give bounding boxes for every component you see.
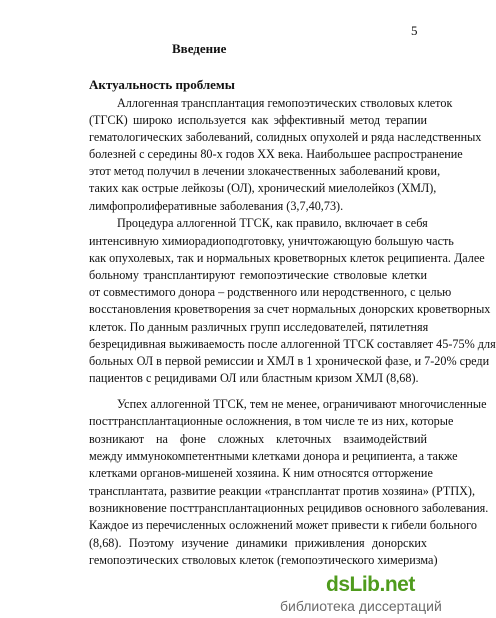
- page-number: 5: [411, 23, 418, 38]
- text-line: клеток. По данным различных групп исследователей, пятилетняя: [89, 320, 429, 334]
- document-title: Введение: [172, 41, 227, 56]
- section-title: Актуальность проблемы: [89, 77, 235, 92]
- text-line: Аллогенная трансплантация гемопоэтических стволовых клеток: [117, 96, 453, 110]
- text-line: болезней с середины 80-х годов XX века. Наибольшее распространение: [89, 147, 463, 161]
- watermark-logo: dsLib.net: [322, 573, 419, 597]
- text-line: гемопоэтических стволовых клеток (гемопоэтического химеризма): [89, 553, 438, 567]
- text-line: (8,68). Поэтому изучение динамики приживления донорских: [89, 536, 427, 550]
- text-line: возникновение посттрансплантационных рецидивов основного заболевания.: [89, 501, 489, 515]
- text-line: как опухолевых, так и нормальных кроветворных клеток реципиента. Далее: [89, 251, 485, 265]
- text-line: этот метод получил в лечении злокачественных заболеваний крови,: [89, 164, 441, 178]
- text-line: больных ОЛ в первой ремиссии и ХМЛ в 1 хронической фазе, и 7-20% среди: [89, 354, 490, 368]
- text-line: лимфопролиферативные заболевания (3,7,40,73).: [89, 199, 344, 213]
- text-line: возникают на фоне сложных клеточных взаимодействий: [89, 432, 427, 446]
- text-line: трансплантата, развитие реакции «трансплантат против хозяина» (РТПХ),: [89, 484, 476, 498]
- text-line: клетками органов-мишеней хозяина. К ним относятся отторжение: [89, 466, 433, 480]
- text-line: больному трансплантируют гемопоэтические стволовые клетки: [89, 268, 427, 282]
- text-line: Каждое из перечисленных осложнений может привести к гибели больного: [89, 518, 477, 532]
- text-line: пациентов с рецидивами ОЛ или бластным кризом ХМЛ (8,68).: [89, 371, 419, 385]
- text-line: посттрансплантационные осложнения, в том числе те из них, которые: [89, 414, 454, 428]
- text-line: гематологических заболеваний, солидных опухолей и ряда наследственных: [89, 130, 482, 144]
- text-line: Успех аллогенной ТГСК, тем не менее, ограничивают многочисленные: [117, 397, 487, 411]
- text-line: интенсивную химиорадиоподготовку, уничтожающую большую часть: [89, 234, 454, 248]
- text-line: от совместимого донора – родственного или неродственного, с целью: [89, 285, 452, 299]
- text-line: безрецидивная выживаемость после аллогенной ТГСК составляет 45-75% для: [89, 337, 496, 351]
- text-line: таких как острые лейкозы (ОЛ), хронический миелолейкоз (ХМЛ),: [89, 181, 437, 195]
- watermark-subtitle: библиотека диссертаций: [277, 598, 445, 614]
- text-line: (ТГСК) широко используется как эффективный метод терапии: [89, 113, 427, 127]
- text-line: Процедура аллогенной ТГСК, как правило, включает в себя: [117, 216, 428, 230]
- text-line: восстановления кроветворения за счет нормальных донорских кроветворных: [89, 302, 491, 316]
- text-line: между иммунокомпетентными клетками донора и реципиента, а также: [89, 449, 458, 463]
